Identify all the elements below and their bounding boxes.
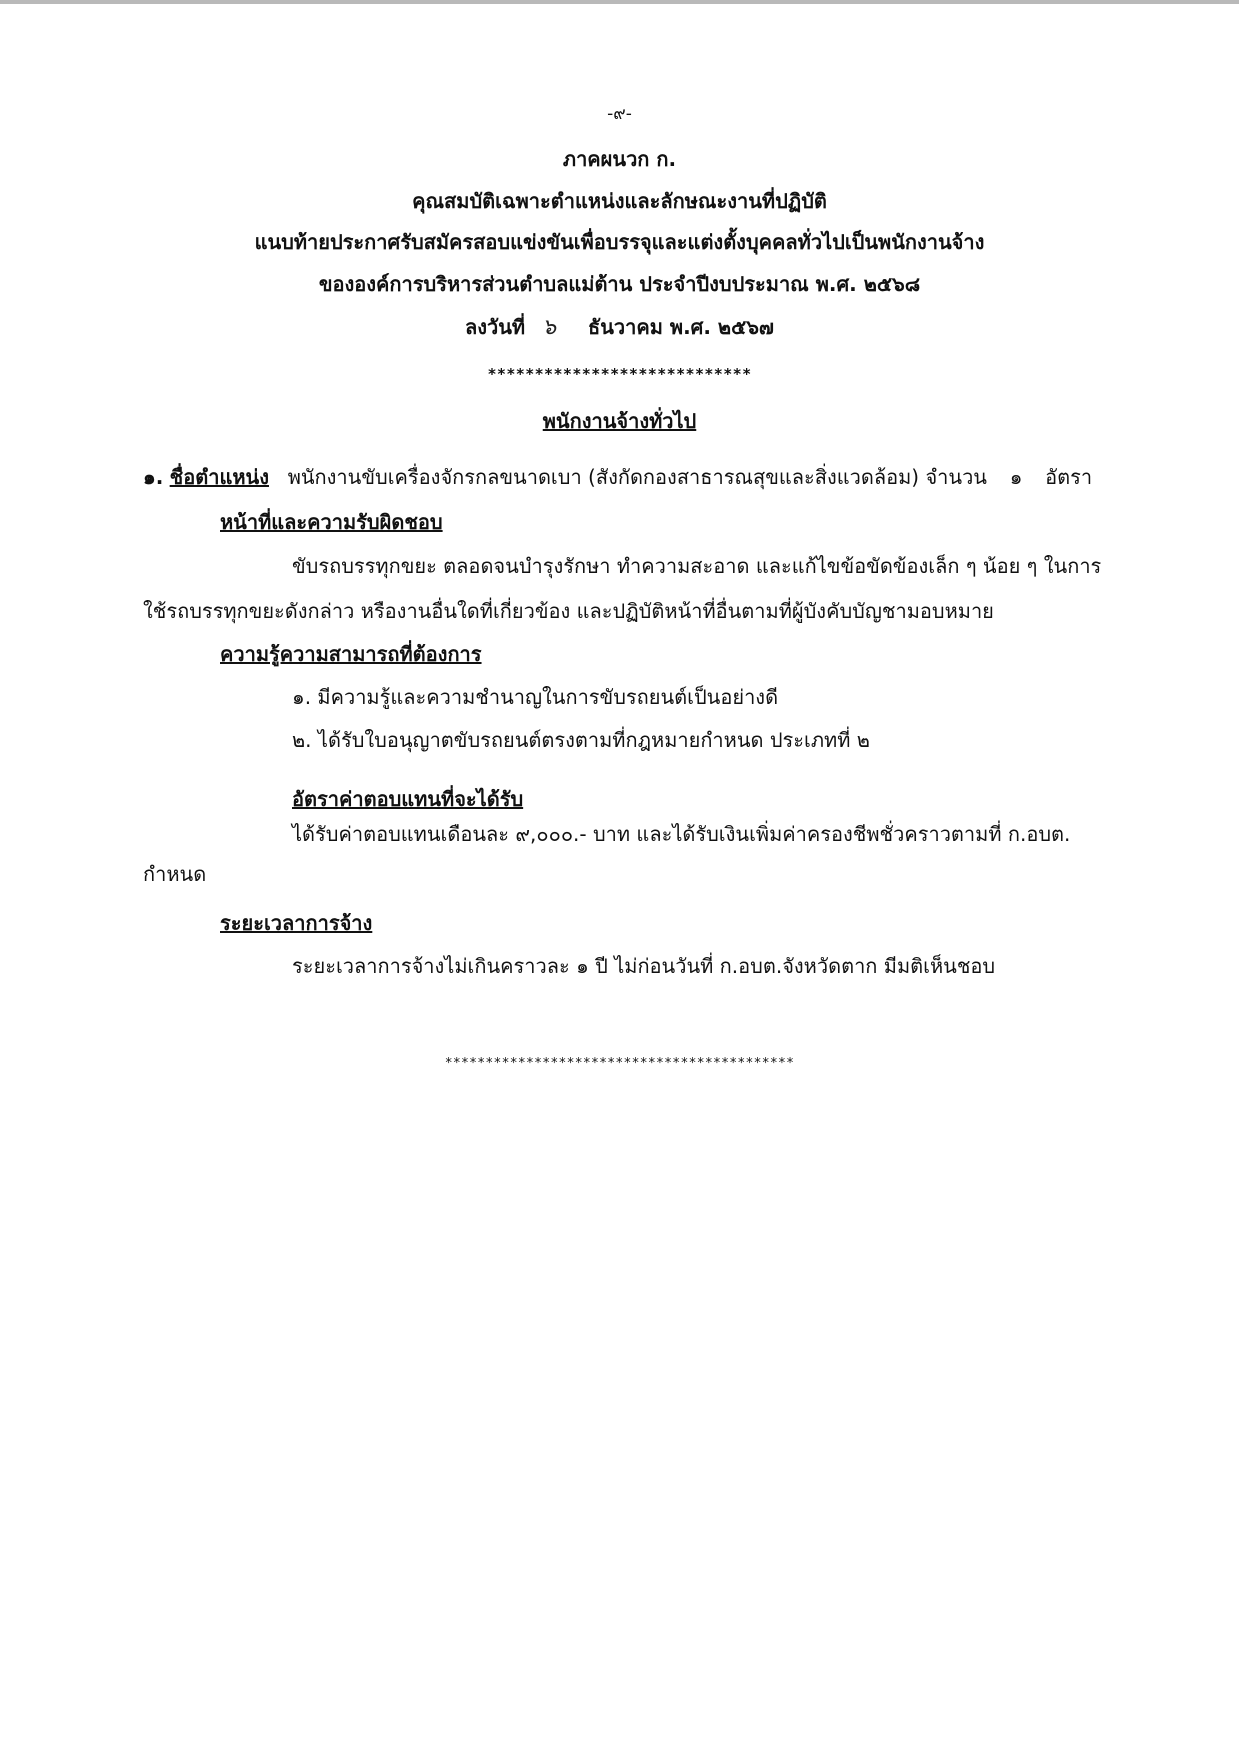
section-heading: พนักงานจ้างทั่วไป (542, 409, 697, 433)
position-unit: อัตรา (1045, 465, 1093, 489)
position-count: ๑ (1009, 465, 1023, 489)
position-line (143, 463, 1092, 491)
compensation-heading: อัตราค่าตอบแทนที่จะได้รับ (292, 787, 524, 811)
date-suffix: ธันวาคม พ.ศ. ๒๕๖๗ (588, 315, 774, 339)
title-line-1: คุณสมบัติเฉพาะตำแหน่งและลักษณะงานที่ปฏิบัติ (412, 189, 827, 213)
title-line-2: แนบท้ายประกาศรับสมัครสอบแข่งขันเพื่อบรรจุและแต่งตั้งบุคคลทั่วไปเป็นพนักงานจ้าง (254, 230, 985, 254)
knowledge-heading: ความรู้ความสามารถที่ต้องการ (220, 642, 482, 666)
compensation-line-2: กำหนด (143, 862, 207, 886)
duties-heading: หน้าที่และความรับผิดชอบ (220, 510, 443, 534)
title-line-3: ขององค์การบริหารส่วนตำบลแม่ต้าน ประจำปีงบประมาณ พ.ศ. ๒๕๖๘ (318, 272, 921, 296)
announcement-date (0, 313, 1239, 342)
position-number: ๑. (143, 465, 164, 489)
header-separator: **************************** (487, 365, 752, 383)
scan-top-edge (0, 0, 1239, 4)
compensation-line-1: ได้รับค่าตอบแทนเดือนละ ๙,๐๐๐.- บาท และได้รับเงินเพิ่มค่าครองชีพชั่วคราวตามที่ ก.อบต. (292, 822, 1071, 846)
date-prefix: ลงวันที่ (465, 315, 526, 339)
position-name: พนักงานขับเครื่องจักรกลขนาดเบา (สังกัดกองสาธารณสุขและสิ่งแวดล้อม) จำนวน (287, 465, 987, 489)
knowledge-item-2: ๒. ได้รับใบอนุญาตขับรถยนต์ตรงตามที่กฎหมายกำหนด ประเภทที่ ๒ (292, 728, 870, 752)
position-label: ชื่อตำแหน่ง (169, 465, 269, 489)
page-number: -๙- (607, 104, 632, 124)
date-day-handwritten: ๖ (542, 315, 557, 340)
duties-line-1: ขับรถบรรทุกขยะ ตลอดจนบำรุงรักษา ทำความสะอาด และแก้ไขข้อขัดข้องเล็ก ๆ น้อย ๆ ในการ (292, 554, 1102, 578)
period-heading: ระยะเวลาการจ้าง (220, 911, 373, 935)
duties-line-2: ใช้รถบรรทุกขยะดังกล่าว หรืองานอื่นใดที่เกี่ยวข้อง และปฏิบัติหน้าที่อื่นตามที่ผู้บังคับบัญชามอบหมาย (143, 599, 994, 623)
appendix-title: ภาคผนวก ก. (562, 147, 677, 171)
knowledge-item-1: ๑. มีความรู้และความชำนาญในการขับรถยนต์เป็นอย่างดี (292, 685, 779, 709)
period-line-1: ระยะเวลาการจ้างไม่เกินคราวละ ๑ ปี ไม่ก่อนวันที่ ก.อบต.จังหวัดตาก มีมติเห็นชอบ (292, 954, 996, 978)
footer-separator: ******************************************* (444, 1056, 795, 1071)
